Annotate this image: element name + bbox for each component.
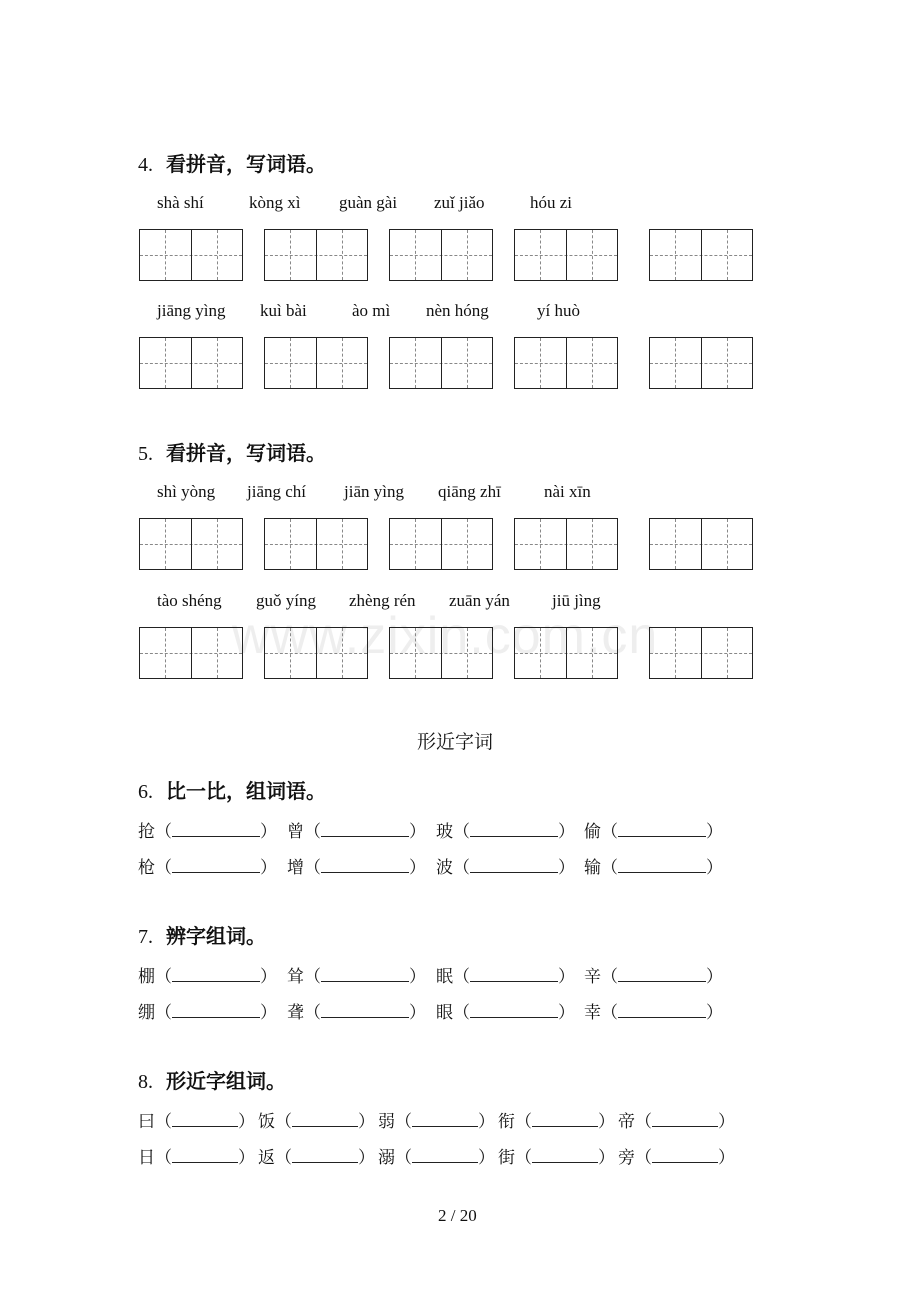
character: 枪 [138, 858, 155, 878]
pinyin-label: guǒ yíng [256, 591, 316, 610]
paren-close: ） [260, 858, 277, 878]
writing-grid-box[interactable] [139, 627, 243, 679]
character: 玻 [436, 822, 453, 842]
character: 帝 [618, 1112, 635, 1132]
writing-grid-box[interactable] [139, 337, 243, 389]
paren-close: ） [558, 822, 575, 842]
character: 曰 [138, 1112, 155, 1132]
word-item [287, 998, 426, 1023]
q5-title [138, 437, 326, 466]
q4-number: 4. [138, 154, 153, 176]
pinyin-label: jiū jìng [552, 591, 601, 610]
word-item [618, 1107, 735, 1132]
paren-close: ） [358, 1112, 375, 1132]
character: 聋 [287, 1003, 304, 1023]
pinyin-label: qiāng zhī [438, 482, 501, 501]
paren-close: ） [706, 822, 723, 842]
character: 弱 [378, 1112, 395, 1132]
paren-close: ） [260, 822, 277, 842]
paren-open: （ [453, 967, 470, 987]
answer-blank[interactable] [172, 1148, 238, 1163]
word-item [436, 998, 575, 1023]
answer-blank[interactable] [652, 1148, 718, 1163]
answer-blank[interactable] [412, 1112, 478, 1127]
pinyin-label: kuì bài [260, 301, 307, 320]
writing-grid-box[interactable] [649, 627, 753, 679]
pinyin-label: zuān yán [449, 591, 510, 610]
writing-grid-box[interactable] [139, 229, 243, 281]
answer-blank[interactable] [321, 1003, 409, 1018]
answer-blank[interactable] [321, 822, 409, 837]
word-item [258, 1107, 375, 1132]
q8-number: 8. [138, 1071, 153, 1093]
paren-close: ） [238, 1148, 255, 1168]
word-item [378, 1143, 495, 1168]
word-item [378, 1107, 495, 1132]
paren-close: ） [358, 1148, 375, 1168]
answer-blank[interactable] [618, 822, 706, 837]
answer-blank[interactable] [172, 822, 260, 837]
paren-open: （ [601, 1003, 618, 1023]
q7-number: 7. [138, 926, 153, 948]
paren-open: （ [304, 967, 321, 987]
pinyin-label: shì yòng [157, 482, 216, 501]
q5-text: 看拼音，写词语。 [165, 441, 326, 465]
paren-close: ） [409, 1003, 426, 1023]
pinyin-label: zuǐ jiǎo [434, 193, 485, 212]
paren-close: ） [478, 1112, 495, 1132]
pinyin-label: jiāng yìng [157, 301, 226, 320]
q7-title [138, 920, 266, 949]
character: 旁 [618, 1148, 635, 1168]
word-item [138, 1107, 255, 1132]
paren-open: （ [515, 1148, 532, 1168]
q5-number: 5. [138, 443, 153, 465]
paren-open: （ [155, 1003, 172, 1023]
paren-open: （ [155, 858, 172, 878]
paren-open: （ [155, 822, 172, 842]
character: 波 [436, 858, 453, 878]
paren-open: （ [601, 967, 618, 987]
answer-blank[interactable] [532, 1148, 598, 1163]
answer-blank[interactable] [172, 967, 260, 982]
writing-grid-box[interactable] [649, 229, 753, 281]
pinyin-label: jiāng chí [247, 482, 307, 501]
word-item [618, 1143, 735, 1168]
paren-close: ） [558, 967, 575, 987]
answer-blank[interactable] [470, 822, 558, 837]
word-item [138, 1143, 255, 1168]
q8-title [138, 1065, 286, 1094]
pinyin-label: nèn hóng [426, 301, 489, 320]
answer-blank[interactable] [172, 858, 260, 873]
writing-grid-box[interactable] [264, 229, 368, 281]
q8-text: 形近字组词。 [165, 1069, 286, 1093]
answer-blank[interactable] [321, 967, 409, 982]
answer-blank[interactable] [470, 967, 558, 982]
paren-close: ） [558, 858, 575, 878]
paren-close: ） [718, 1148, 735, 1168]
pinyin-label: nài xīn [544, 482, 591, 501]
character: 街 [498, 1148, 515, 1168]
answer-blank[interactable] [532, 1112, 598, 1127]
paren-open: （ [155, 1148, 172, 1168]
paren-open: （ [155, 967, 172, 987]
word-item [436, 962, 575, 987]
word-item [287, 962, 426, 987]
paren-close: ） [238, 1112, 255, 1132]
character: 耸 [287, 967, 304, 987]
word-item [584, 853, 723, 878]
writing-grid-box[interactable] [514, 518, 618, 570]
writing-grid-box[interactable] [139, 518, 243, 570]
paren-open: （ [275, 1112, 292, 1132]
writing-grid-box[interactable] [389, 627, 493, 679]
writing-grid-box[interactable] [389, 518, 493, 570]
writing-grid-box[interactable] [514, 229, 618, 281]
paren-open: （ [304, 858, 321, 878]
paren-open: （ [275, 1148, 292, 1168]
paren-close: ） [706, 858, 723, 878]
pinyin-label: yí huò [537, 301, 580, 320]
word-item [287, 817, 426, 842]
paren-close: ） [409, 858, 426, 878]
answer-blank[interactable] [172, 1112, 238, 1127]
paren-open: （ [601, 822, 618, 842]
answer-blank[interactable] [292, 1112, 358, 1127]
character: 输 [584, 858, 601, 878]
pinyin-label: jiān yìng [344, 482, 404, 501]
paren-close: ） [598, 1148, 615, 1168]
answer-blank[interactable] [618, 1003, 706, 1018]
character: 辛 [584, 967, 601, 987]
answer-blank[interactable] [172, 1003, 260, 1018]
q4-title [138, 148, 326, 177]
paren-open: （ [453, 822, 470, 842]
page-number: 2 / 20 [438, 1206, 477, 1225]
watermark: www.zixin.com.cn [232, 607, 659, 665]
paren-open: （ [453, 1003, 470, 1023]
writing-grid-box[interactable] [514, 337, 618, 389]
writing-grid-box[interactable] [649, 337, 753, 389]
answer-blank[interactable] [618, 858, 706, 873]
paren-close: ） [706, 1003, 723, 1023]
answer-blank[interactable] [470, 858, 558, 873]
character: 幸 [584, 1003, 601, 1023]
word-item [584, 817, 723, 842]
pinyin-label: shà shí [157, 193, 204, 212]
word-item [584, 962, 723, 987]
character: 棚 [138, 967, 155, 987]
character: 日 [138, 1148, 155, 1168]
paren-open: （ [635, 1112, 652, 1132]
pinyin-label: guàn gài [339, 193, 398, 212]
q6-title [138, 775, 326, 804]
pinyin-label: kòng xì [249, 193, 301, 212]
paren-close: ） [598, 1112, 615, 1132]
word-item [584, 998, 723, 1023]
writing-grid-box[interactable] [514, 627, 618, 679]
paren-close: ） [260, 1003, 277, 1023]
paren-close: ） [409, 822, 426, 842]
writing-grid-box[interactable] [264, 337, 368, 389]
paren-open: （ [304, 1003, 321, 1023]
word-item [138, 853, 277, 878]
writing-grid-box[interactable] [389, 337, 493, 389]
paren-open: （ [155, 1112, 172, 1132]
character: 绷 [138, 1003, 155, 1023]
character: 衔 [498, 1112, 515, 1132]
q6-number: 6. [138, 781, 153, 803]
q4-text: 看拼音，写词语。 [165, 152, 326, 176]
paren-close: ） [260, 967, 277, 987]
answer-blank[interactable] [412, 1148, 478, 1163]
character: 增 [287, 858, 304, 878]
answer-blank[interactable] [652, 1112, 718, 1127]
writing-grid-box[interactable] [264, 627, 368, 679]
paren-open: （ [395, 1148, 412, 1168]
section-title: 形近字词 [417, 731, 494, 753]
paren-open: （ [453, 858, 470, 878]
paren-open: （ [515, 1112, 532, 1132]
word-item [436, 853, 575, 878]
word-item [258, 1143, 375, 1168]
paren-close: ） [558, 1003, 575, 1023]
q6-text: 比一比，组词语。 [165, 779, 326, 803]
character: 偷 [584, 822, 601, 842]
paren-open: （ [635, 1148, 652, 1168]
writing-grid-box[interactable] [649, 518, 753, 570]
word-item [287, 853, 426, 878]
character: 溺 [378, 1148, 395, 1168]
word-item [138, 998, 277, 1023]
writing-grid-box[interactable] [264, 518, 368, 570]
paren-close: ） [718, 1112, 735, 1132]
pinyin-label: hóu zi [530, 193, 573, 212]
paren-close: ） [409, 967, 426, 987]
answer-blank[interactable] [618, 967, 706, 982]
word-item [138, 817, 277, 842]
word-item [436, 817, 575, 842]
writing-grid-box[interactable] [389, 229, 493, 281]
character: 曾 [287, 822, 304, 842]
paren-open: （ [601, 858, 618, 878]
answer-blank[interactable] [321, 858, 409, 873]
character: 饭 [258, 1112, 275, 1132]
q7-text: 辨字组词。 [165, 924, 266, 948]
paren-close: ） [706, 967, 723, 987]
answer-blank[interactable] [470, 1003, 558, 1018]
pinyin-label: tào shéng [157, 591, 222, 610]
character: 眼 [436, 1003, 453, 1023]
word-item [498, 1143, 615, 1168]
paren-close: ） [478, 1148, 495, 1168]
paren-open: （ [304, 822, 321, 842]
word-item [498, 1107, 615, 1132]
character: 返 [258, 1148, 275, 1168]
character: 抢 [138, 822, 155, 842]
answer-blank[interactable] [292, 1148, 358, 1163]
pinyin-label: ào mì [352, 301, 391, 320]
paren-open: （ [395, 1112, 412, 1132]
word-item [138, 962, 277, 987]
character: 眠 [436, 967, 453, 987]
pinyin-label: zhèng rén [349, 591, 416, 610]
